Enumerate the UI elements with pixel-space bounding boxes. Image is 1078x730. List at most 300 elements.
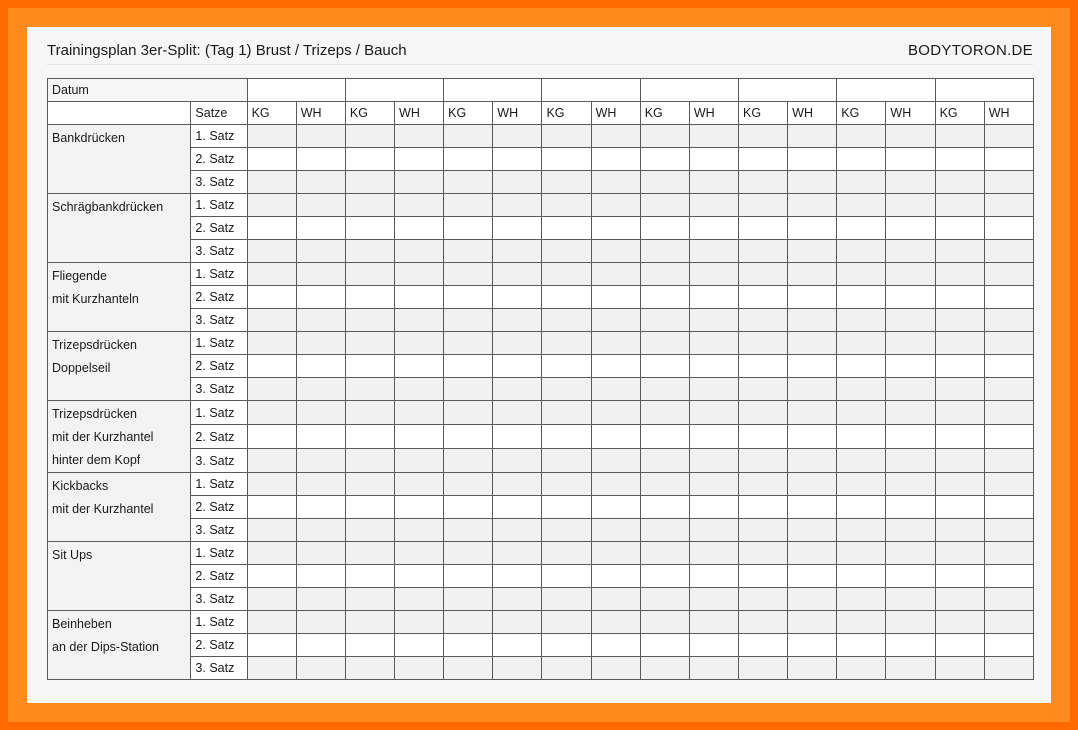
wh-cell[interactable] — [788, 263, 837, 286]
wh-cell[interactable] — [591, 542, 640, 565]
kg-cell[interactable] — [935, 217, 984, 240]
wh-cell[interactable] — [689, 542, 738, 565]
wh-cell[interactable] — [591, 355, 640, 378]
kg-cell[interactable] — [935, 611, 984, 634]
wh-cell[interactable] — [395, 286, 444, 309]
kg-cell[interactable] — [542, 194, 591, 217]
wh-cell[interactable] — [591, 194, 640, 217]
wh-cell[interactable] — [689, 401, 738, 425]
kg-cell[interactable] — [345, 473, 394, 496]
wh-cell[interactable] — [886, 634, 935, 657]
wh-cell[interactable] — [689, 657, 738, 680]
wh-cell[interactable] — [395, 496, 444, 519]
kg-cell[interactable] — [542, 588, 591, 611]
wh-cell[interactable] — [493, 542, 542, 565]
wh-cell[interactable] — [493, 171, 542, 194]
kg-cell[interactable] — [247, 449, 296, 473]
wh-cell[interactable] — [984, 286, 1033, 309]
kg-cell[interactable] — [247, 309, 296, 332]
kg-cell[interactable] — [444, 378, 493, 401]
kg-cell[interactable] — [640, 263, 689, 286]
wh-cell[interactable] — [591, 634, 640, 657]
wh-cell[interactable] — [395, 332, 444, 355]
kg-cell[interactable] — [542, 332, 591, 355]
wh-cell[interactable] — [591, 519, 640, 542]
kg-cell[interactable] — [837, 634, 886, 657]
wh-cell[interactable] — [788, 657, 837, 680]
kg-cell[interactable] — [837, 611, 886, 634]
wh-cell[interactable] — [395, 449, 444, 473]
kg-cell[interactable] — [640, 378, 689, 401]
kg-cell[interactable] — [935, 657, 984, 680]
wh-cell[interactable] — [984, 473, 1033, 496]
wh-cell[interactable] — [493, 125, 542, 148]
kg-cell[interactable] — [739, 496, 788, 519]
kg-cell[interactable] — [837, 473, 886, 496]
kg-cell[interactable] — [444, 542, 493, 565]
kg-cell[interactable] — [345, 425, 394, 449]
wh-cell[interactable] — [886, 588, 935, 611]
wh-cell[interactable] — [395, 401, 444, 425]
kg-cell[interactable] — [935, 148, 984, 171]
wh-cell[interactable] — [591, 588, 640, 611]
wh-cell[interactable] — [689, 634, 738, 657]
wh-cell[interactable] — [689, 355, 738, 378]
kg-cell[interactable] — [935, 125, 984, 148]
kg-cell[interactable] — [935, 240, 984, 263]
kg-cell[interactable] — [542, 125, 591, 148]
wh-cell[interactable] — [984, 125, 1033, 148]
kg-cell[interactable] — [345, 194, 394, 217]
kg-cell[interactable] — [247, 125, 296, 148]
kg-cell[interactable] — [739, 125, 788, 148]
wh-cell[interactable] — [591, 125, 640, 148]
kg-cell[interactable] — [542, 401, 591, 425]
wh-cell[interactable] — [886, 496, 935, 519]
kg-cell[interactable] — [739, 473, 788, 496]
wh-cell[interactable] — [591, 449, 640, 473]
wh-cell[interactable] — [886, 263, 935, 286]
kg-cell[interactable] — [345, 565, 394, 588]
wh-cell[interactable] — [395, 217, 444, 240]
kg-cell[interactable] — [935, 332, 984, 355]
wh-cell[interactable] — [788, 473, 837, 496]
kg-cell[interactable] — [247, 401, 296, 425]
wh-cell[interactable] — [296, 171, 345, 194]
wh-cell[interactable] — [689, 309, 738, 332]
wh-cell[interactable] — [296, 240, 345, 263]
wh-cell[interactable] — [984, 309, 1033, 332]
kg-cell[interactable] — [444, 263, 493, 286]
kg-cell[interactable] — [935, 542, 984, 565]
wh-cell[interactable] — [591, 565, 640, 588]
wh-cell[interactable] — [788, 634, 837, 657]
kg-cell[interactable] — [837, 240, 886, 263]
wh-cell[interactable] — [689, 473, 738, 496]
kg-cell[interactable] — [247, 542, 296, 565]
kg-cell[interactable] — [640, 496, 689, 519]
datum-cell[interactable] — [444, 79, 542, 102]
wh-cell[interactable] — [395, 125, 444, 148]
kg-cell[interactable] — [739, 588, 788, 611]
kg-cell[interactable] — [739, 401, 788, 425]
wh-cell[interactable] — [886, 565, 935, 588]
kg-cell[interactable] — [739, 217, 788, 240]
wh-cell[interactable] — [788, 217, 837, 240]
wh-cell[interactable] — [788, 401, 837, 425]
kg-cell[interactable] — [444, 194, 493, 217]
kg-cell[interactable] — [444, 240, 493, 263]
wh-cell[interactable] — [296, 332, 345, 355]
wh-cell[interactable] — [493, 401, 542, 425]
wh-cell[interactable] — [493, 425, 542, 449]
wh-cell[interactable] — [395, 473, 444, 496]
kg-cell[interactable] — [837, 542, 886, 565]
kg-cell[interactable] — [444, 519, 493, 542]
wh-cell[interactable] — [886, 148, 935, 171]
kg-cell[interactable] — [444, 449, 493, 473]
wh-cell[interactable] — [886, 309, 935, 332]
wh-cell[interactable] — [689, 565, 738, 588]
kg-cell[interactable] — [837, 309, 886, 332]
wh-cell[interactable] — [296, 309, 345, 332]
wh-cell[interactable] — [395, 634, 444, 657]
wh-cell[interactable] — [591, 263, 640, 286]
wh-cell[interactable] — [886, 194, 935, 217]
wh-cell[interactable] — [689, 332, 738, 355]
kg-cell[interactable] — [247, 263, 296, 286]
wh-cell[interactable] — [788, 309, 837, 332]
kg-cell[interactable] — [542, 449, 591, 473]
wh-cell[interactable] — [296, 473, 345, 496]
datum-cell[interactable] — [739, 79, 837, 102]
wh-cell[interactable] — [493, 309, 542, 332]
wh-cell[interactable] — [886, 378, 935, 401]
wh-cell[interactable] — [493, 378, 542, 401]
kg-cell[interactable] — [542, 634, 591, 657]
wh-cell[interactable] — [984, 496, 1033, 519]
kg-cell[interactable] — [837, 565, 886, 588]
wh-cell[interactable] — [886, 425, 935, 449]
wh-cell[interactable] — [591, 611, 640, 634]
wh-cell[interactable] — [395, 263, 444, 286]
kg-cell[interactable] — [837, 378, 886, 401]
kg-cell[interactable] — [837, 657, 886, 680]
kg-cell[interactable] — [444, 611, 493, 634]
wh-cell[interactable] — [689, 378, 738, 401]
wh-cell[interactable] — [395, 519, 444, 542]
kg-cell[interactable] — [247, 473, 296, 496]
wh-cell[interactable] — [591, 171, 640, 194]
kg-cell[interactable] — [444, 401, 493, 425]
wh-cell[interactable] — [984, 401, 1033, 425]
kg-cell[interactable] — [542, 240, 591, 263]
wh-cell[interactable] — [296, 355, 345, 378]
wh-cell[interactable] — [689, 171, 738, 194]
wh-cell[interactable] — [296, 588, 345, 611]
kg-cell[interactable] — [247, 565, 296, 588]
wh-cell[interactable] — [984, 519, 1033, 542]
wh-cell[interactable] — [296, 217, 345, 240]
kg-cell[interactable] — [444, 496, 493, 519]
kg-cell[interactable] — [935, 496, 984, 519]
kg-cell[interactable] — [739, 263, 788, 286]
wh-cell[interactable] — [493, 634, 542, 657]
datum-cell[interactable] — [935, 79, 1033, 102]
wh-cell[interactable] — [689, 611, 738, 634]
kg-cell[interactable] — [542, 309, 591, 332]
wh-cell[interactable] — [689, 240, 738, 263]
kg-cell[interactable] — [345, 378, 394, 401]
kg-cell[interactable] — [640, 588, 689, 611]
datum-cell[interactable] — [837, 79, 935, 102]
kg-cell[interactable] — [739, 634, 788, 657]
wh-cell[interactable] — [395, 611, 444, 634]
kg-cell[interactable] — [345, 519, 394, 542]
kg-cell[interactable] — [345, 401, 394, 425]
wh-cell[interactable] — [493, 496, 542, 519]
datum-cell[interactable] — [345, 79, 443, 102]
kg-cell[interactable] — [444, 217, 493, 240]
wh-cell[interactable] — [689, 588, 738, 611]
wh-cell[interactable] — [984, 588, 1033, 611]
wh-cell[interactable] — [984, 148, 1033, 171]
wh-cell[interactable] — [493, 263, 542, 286]
kg-cell[interactable] — [739, 657, 788, 680]
kg-cell[interactable] — [837, 401, 886, 425]
wh-cell[interactable] — [296, 401, 345, 425]
kg-cell[interactable] — [739, 565, 788, 588]
wh-cell[interactable] — [984, 565, 1033, 588]
wh-cell[interactable] — [591, 401, 640, 425]
wh-cell[interactable] — [296, 148, 345, 171]
wh-cell[interactable] — [984, 332, 1033, 355]
wh-cell[interactable] — [296, 449, 345, 473]
kg-cell[interactable] — [640, 657, 689, 680]
kg-cell[interactable] — [640, 125, 689, 148]
kg-cell[interactable] — [837, 332, 886, 355]
kg-cell[interactable] — [247, 425, 296, 449]
wh-cell[interactable] — [591, 217, 640, 240]
kg-cell[interactable] — [345, 240, 394, 263]
wh-cell[interactable] — [493, 611, 542, 634]
wh-cell[interactable] — [296, 634, 345, 657]
wh-cell[interactable] — [689, 125, 738, 148]
kg-cell[interactable] — [640, 449, 689, 473]
kg-cell[interactable] — [444, 565, 493, 588]
wh-cell[interactable] — [591, 425, 640, 449]
kg-cell[interactable] — [542, 263, 591, 286]
wh-cell[interactable] — [984, 263, 1033, 286]
kg-cell[interactable] — [345, 309, 394, 332]
wh-cell[interactable] — [591, 657, 640, 680]
wh-cell[interactable] — [689, 148, 738, 171]
wh-cell[interactable] — [689, 449, 738, 473]
wh-cell[interactable] — [886, 171, 935, 194]
kg-cell[interactable] — [444, 148, 493, 171]
kg-cell[interactable] — [935, 425, 984, 449]
kg-cell[interactable] — [345, 332, 394, 355]
wh-cell[interactable] — [984, 449, 1033, 473]
kg-cell[interactable] — [542, 542, 591, 565]
wh-cell[interactable] — [296, 611, 345, 634]
wh-cell[interactable] — [689, 425, 738, 449]
wh-cell[interactable] — [296, 496, 345, 519]
kg-cell[interactable] — [837, 125, 886, 148]
wh-cell[interactable] — [395, 378, 444, 401]
wh-cell[interactable] — [984, 378, 1033, 401]
wh-cell[interactable] — [591, 148, 640, 171]
kg-cell[interactable] — [444, 634, 493, 657]
wh-cell[interactable] — [788, 194, 837, 217]
wh-cell[interactable] — [395, 657, 444, 680]
wh-cell[interactable] — [493, 148, 542, 171]
kg-cell[interactable] — [247, 240, 296, 263]
wh-cell[interactable] — [984, 425, 1033, 449]
wh-cell[interactable] — [984, 240, 1033, 263]
kg-cell[interactable] — [247, 378, 296, 401]
wh-cell[interactable] — [984, 171, 1033, 194]
wh-cell[interactable] — [886, 473, 935, 496]
kg-cell[interactable] — [542, 657, 591, 680]
kg-cell[interactable] — [837, 194, 886, 217]
kg-cell[interactable] — [247, 194, 296, 217]
kg-cell[interactable] — [247, 286, 296, 309]
kg-cell[interactable] — [444, 425, 493, 449]
kg-cell[interactable] — [444, 332, 493, 355]
kg-cell[interactable] — [935, 309, 984, 332]
wh-cell[interactable] — [591, 496, 640, 519]
kg-cell[interactable] — [444, 473, 493, 496]
kg-cell[interactable] — [345, 355, 394, 378]
kg-cell[interactable] — [345, 148, 394, 171]
kg-cell[interactable] — [345, 496, 394, 519]
kg-cell[interactable] — [640, 309, 689, 332]
wh-cell[interactable] — [395, 240, 444, 263]
kg-cell[interactable] — [444, 588, 493, 611]
wh-cell[interactable] — [591, 309, 640, 332]
kg-cell[interactable] — [542, 496, 591, 519]
wh-cell[interactable] — [395, 309, 444, 332]
wh-cell[interactable] — [296, 542, 345, 565]
kg-cell[interactable] — [542, 378, 591, 401]
wh-cell[interactable] — [493, 565, 542, 588]
wh-cell[interactable] — [788, 565, 837, 588]
kg-cell[interactable] — [837, 519, 886, 542]
wh-cell[interactable] — [689, 194, 738, 217]
kg-cell[interactable] — [542, 286, 591, 309]
kg-cell[interactable] — [935, 401, 984, 425]
kg-cell[interactable] — [444, 309, 493, 332]
kg-cell[interactable] — [837, 496, 886, 519]
wh-cell[interactable] — [296, 657, 345, 680]
datum-cell[interactable] — [542, 79, 640, 102]
wh-cell[interactable] — [689, 263, 738, 286]
kg-cell[interactable] — [837, 355, 886, 378]
wh-cell[interactable] — [591, 240, 640, 263]
kg-cell[interactable] — [935, 194, 984, 217]
kg-cell[interactable] — [837, 263, 886, 286]
kg-cell[interactable] — [837, 425, 886, 449]
wh-cell[interactable] — [788, 425, 837, 449]
kg-cell[interactable] — [640, 634, 689, 657]
kg-cell[interactable] — [640, 425, 689, 449]
wh-cell[interactable] — [296, 194, 345, 217]
kg-cell[interactable] — [837, 449, 886, 473]
kg-cell[interactable] — [640, 148, 689, 171]
kg-cell[interactable] — [345, 634, 394, 657]
wh-cell[interactable] — [296, 286, 345, 309]
kg-cell[interactable] — [345, 263, 394, 286]
kg-cell[interactable] — [739, 194, 788, 217]
wh-cell[interactable] — [395, 588, 444, 611]
kg-cell[interactable] — [345, 125, 394, 148]
kg-cell[interactable] — [739, 171, 788, 194]
wh-cell[interactable] — [984, 611, 1033, 634]
kg-cell[interactable] — [739, 309, 788, 332]
kg-cell[interactable] — [935, 355, 984, 378]
kg-cell[interactable] — [837, 286, 886, 309]
kg-cell[interactable] — [640, 401, 689, 425]
kg-cell[interactable] — [640, 355, 689, 378]
wh-cell[interactable] — [493, 217, 542, 240]
kg-cell[interactable] — [542, 473, 591, 496]
kg-cell[interactable] — [739, 355, 788, 378]
kg-cell[interactable] — [345, 611, 394, 634]
wh-cell[interactable] — [689, 519, 738, 542]
wh-cell[interactable] — [984, 355, 1033, 378]
wh-cell[interactable] — [886, 125, 935, 148]
wh-cell[interactable] — [984, 542, 1033, 565]
kg-cell[interactable] — [739, 542, 788, 565]
kg-cell[interactable] — [542, 355, 591, 378]
wh-cell[interactable] — [395, 355, 444, 378]
kg-cell[interactable] — [345, 286, 394, 309]
wh-cell[interactable] — [788, 519, 837, 542]
kg-cell[interactable] — [640, 565, 689, 588]
wh-cell[interactable] — [788, 355, 837, 378]
kg-cell[interactable] — [640, 217, 689, 240]
kg-cell[interactable] — [247, 148, 296, 171]
kg-cell[interactable] — [640, 171, 689, 194]
wh-cell[interactable] — [493, 355, 542, 378]
kg-cell[interactable] — [247, 519, 296, 542]
kg-cell[interactable] — [935, 171, 984, 194]
kg-cell[interactable] — [935, 286, 984, 309]
wh-cell[interactable] — [689, 496, 738, 519]
wh-cell[interactable] — [493, 473, 542, 496]
kg-cell[interactable] — [935, 449, 984, 473]
wh-cell[interactable] — [788, 148, 837, 171]
kg-cell[interactable] — [444, 171, 493, 194]
datum-cell[interactable] — [640, 79, 738, 102]
kg-cell[interactable] — [247, 657, 296, 680]
wh-cell[interactable] — [788, 286, 837, 309]
wh-cell[interactable] — [886, 355, 935, 378]
wh-cell[interactable] — [788, 588, 837, 611]
wh-cell[interactable] — [493, 194, 542, 217]
wh-cell[interactable] — [886, 611, 935, 634]
kg-cell[interactable] — [247, 496, 296, 519]
kg-cell[interactable] — [247, 611, 296, 634]
wh-cell[interactable] — [395, 148, 444, 171]
wh-cell[interactable] — [395, 171, 444, 194]
kg-cell[interactable] — [345, 449, 394, 473]
wh-cell[interactable] — [493, 449, 542, 473]
kg-cell[interactable] — [739, 449, 788, 473]
wh-cell[interactable] — [886, 519, 935, 542]
wh-cell[interactable] — [591, 286, 640, 309]
